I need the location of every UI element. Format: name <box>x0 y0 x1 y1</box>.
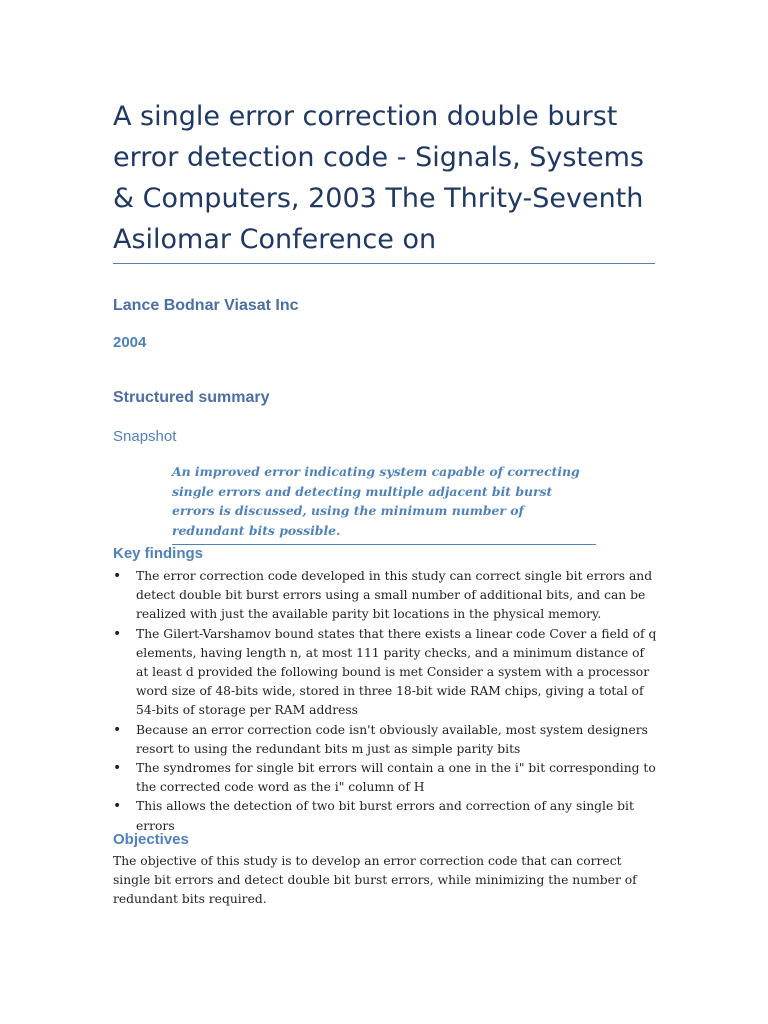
document-title: A single error correction double burst error detection code - Signals, Systems & Computers, 2003 The Thrity-Seventh Asilomar Conference on <box>113 101 644 255</box>
snapshot-quote: An improved error indicating system capable of correcting single errors and detecting multiple adjacent bit burst errors is discussed, using the minimum number of redundant bits possible. <box>172 462 596 545</box>
snapshot-heading: Snapshot <box>113 428 177 445</box>
key-findings-heading: Key findings <box>113 545 204 562</box>
objectives-text: The objective of this study is to develop an error correction code that can correct single bit errors and detect double bit burst errors, while minimizing the number of redundant bits required. <box>113 854 637 907</box>
key-finding-item: • Because an error correction code isn't obviously available, most system designers resort to using the redundant bits m just as simple parity bits <box>113 721 658 759</box>
title-divider <box>113 263 655 264</box>
structured-summary-heading: Structured summary <box>113 389 270 406</box>
key-finding-item: • The syndromes for single bit errors will contain a one in the i" bit corresponding to the corrected code word as the i" column of H <box>113 759 658 797</box>
key-finding-item: • The Gilert-Varshamov bound states that there exists a linear code Cover a field of q elements, having length n, at most 111 parity checks, and a minimum distance of at least d provided the following bound is met Consider a system with a processor word size of 48-bits wide, stored in three 18-bit wide RAM chips, giving a total of 54-bits of storage per RAM address <box>113 625 658 721</box>
key-findings-list <box>113 567 658 836</box>
publication-year: 2004 <box>113 334 147 351</box>
objectives-heading: Objectives <box>113 831 189 848</box>
author-name: Lance Bodnar Viasat Inc <box>113 297 299 314</box>
key-finding-item: • The error correction code developed in this study can correct single bit errors and detect double bit burst errors using a small number of additional bits, and can be realized with just the available parity bit locations in the physical memory. <box>113 567 658 625</box>
key-finding-item: • This allows the detection of two bit burst errors and correction of any single bit errors <box>113 797 658 835</box>
